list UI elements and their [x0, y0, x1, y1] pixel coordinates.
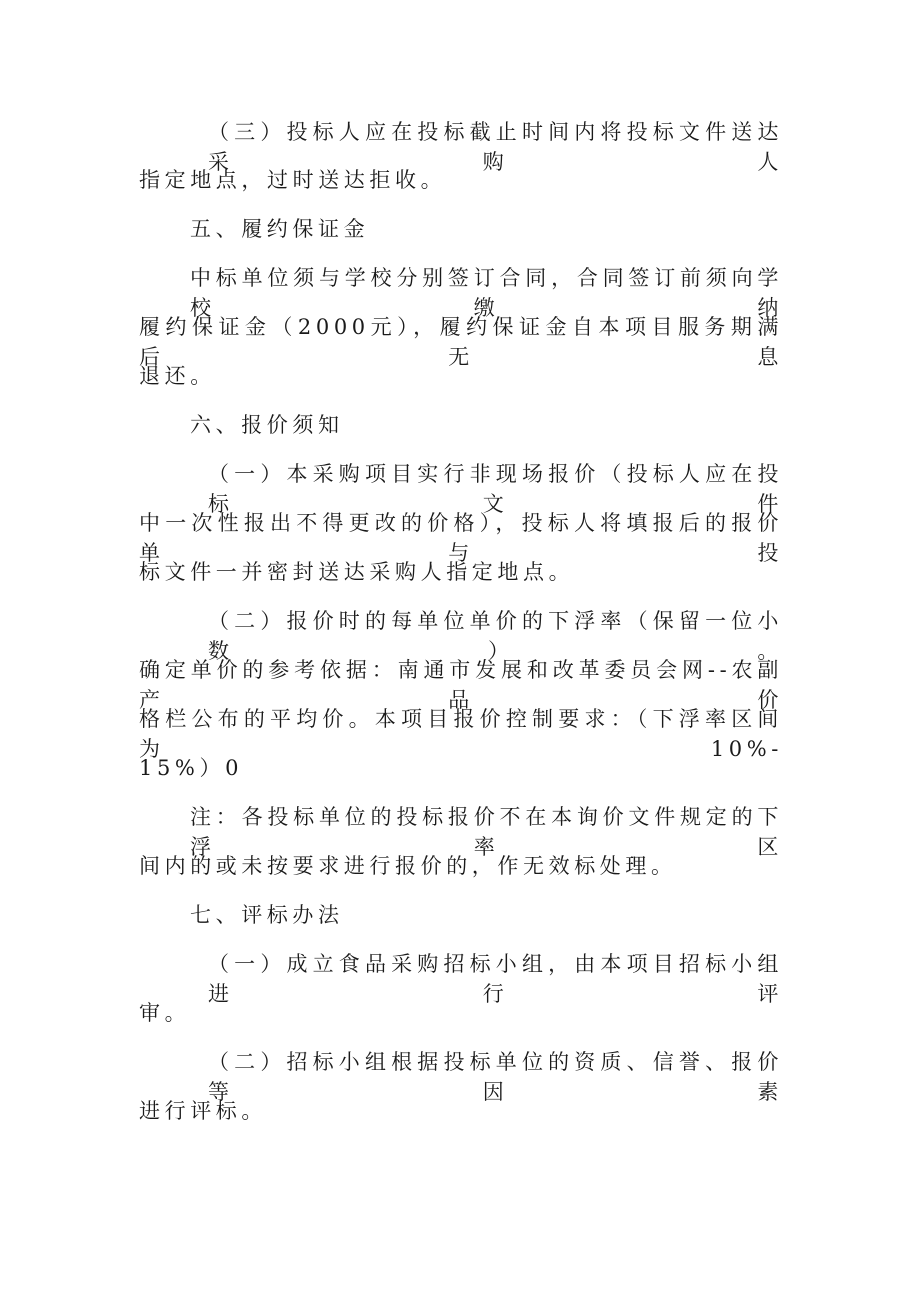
section-6-item-2-line-4: 15%）0 [139, 756, 244, 780]
note-line-1: 注：各投标单位的投标报价不在本询价文件规定的下浮率区 [190, 805, 783, 859]
section-6-item-2-line-1: （二）报价时的每单位单价的下浮率（保留一位小数）。 [208, 609, 783, 663]
paragraph-3-line-2: 指定地点，过时送达拒收。 [139, 168, 447, 192]
section-heading-6: 六、报价须知 [190, 413, 344, 437]
section-7-item-1-line-1: （一）成立食品采购招标小组，由本项目招标小组进行评 [208, 952, 783, 1006]
section-heading-7: 七、评标办法 [190, 903, 344, 927]
section-6-item-1-line-2: 中一次性报出不得更改的价格），投标人将填报后的报价单与投 [139, 511, 783, 565]
section-6-item-2-line-2: 确定单价的参考依据：南通市发展和改革委员会网--农副产品价 [139, 658, 783, 712]
section-7-item-2-line-1: （二）招标小组根据投标单位的资质、信誉、报价等因素 [208, 1050, 783, 1104]
section-5-line-1: 中标单位须与学校分别签订合同，合同签订前须向学校缴纳 [190, 266, 783, 320]
section-7-item-1-line-2: 审。 [139, 1001, 191, 1025]
section-6-item-2-line-3: 格栏公布的平均价。本项目报价控制要求：（下浮率区间为10%- [139, 707, 783, 761]
section-7-item-2-line-2: 进行评标。 [139, 1099, 267, 1123]
section-6-item-1-line-3: 标文件一并密封送达采购人指定地点。 [139, 560, 575, 584]
note-line-2: 间内的或未按要求进行报价的，作无效标处理。 [139, 854, 677, 878]
section-5-line-3: 退还。 [139, 364, 216, 388]
paragraph-3-line-1: （三）投标人应在投标截止时间内将投标文件送达采购人 [208, 120, 783, 174]
section-5-line-2: 履约保证金（2000元），履约保证金自本项目服务期满后无息 [139, 315, 783, 369]
section-6-item-1-line-1: （一）本采购项目实行非现场报价（投标人应在投标文件 [208, 462, 783, 516]
section-heading-5: 五、履约保证金 [190, 217, 370, 241]
